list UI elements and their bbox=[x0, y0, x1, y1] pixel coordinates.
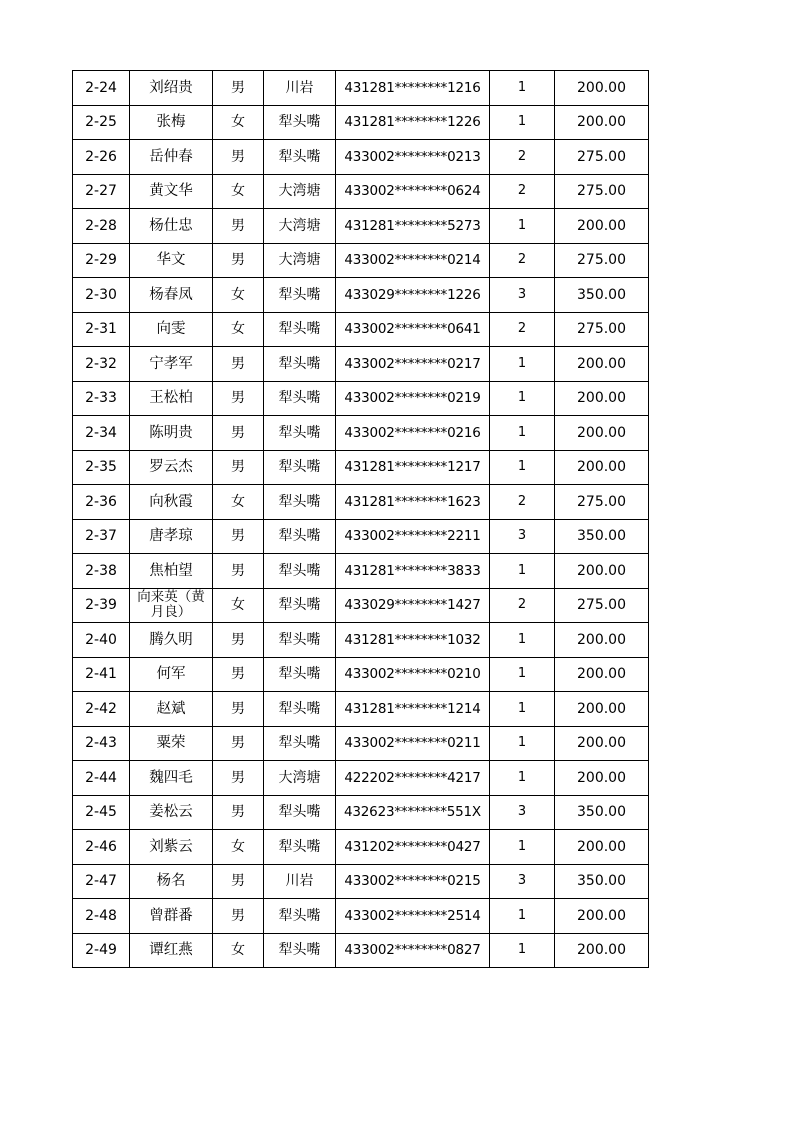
serial-number-cell: 2-38 bbox=[73, 554, 130, 589]
serial-number-cell: 2-25 bbox=[73, 105, 130, 140]
family-members-cell: 1 bbox=[490, 554, 555, 589]
name-cell: 岳仲春 bbox=[130, 140, 213, 175]
id-number-cell: 431202********0427 bbox=[336, 830, 490, 865]
name-cell: 向来英（黄月良） bbox=[130, 588, 213, 623]
name-cell: 曾群番 bbox=[130, 899, 213, 934]
family-members-cell: 1 bbox=[490, 381, 555, 416]
village-cell: 犁头嘴 bbox=[264, 485, 336, 520]
village-cell: 大湾塘 bbox=[264, 761, 336, 796]
name-cell: 刘绍贵 bbox=[130, 71, 213, 106]
family-members-cell: 1 bbox=[490, 450, 555, 485]
gender-cell: 男 bbox=[213, 795, 264, 830]
name-cell: 王松柏 bbox=[130, 381, 213, 416]
id-number-cell: 433002********2514 bbox=[336, 899, 490, 934]
family-members-cell: 2 bbox=[490, 485, 555, 520]
village-cell: 犁头嘴 bbox=[264, 347, 336, 382]
village-cell: 犁头嘴 bbox=[264, 381, 336, 416]
id-number-cell: 433002********0210 bbox=[336, 657, 490, 692]
village-cell: 犁头嘴 bbox=[264, 450, 336, 485]
name-cell: 罗云杰 bbox=[130, 450, 213, 485]
village-cell: 犁头嘴 bbox=[264, 623, 336, 658]
amount-cell: 350.00 bbox=[555, 278, 649, 313]
gender-cell: 男 bbox=[213, 71, 264, 106]
family-members-cell: 2 bbox=[490, 174, 555, 209]
village-cell: 犁头嘴 bbox=[264, 278, 336, 313]
table-row bbox=[73, 105, 649, 140]
family-members-cell: 1 bbox=[490, 105, 555, 140]
family-members-cell: 2 bbox=[490, 140, 555, 175]
serial-number-cell: 2-43 bbox=[73, 726, 130, 761]
family-members-cell: 1 bbox=[490, 830, 555, 865]
amount-cell: 200.00 bbox=[555, 657, 649, 692]
name-cell: 何军 bbox=[130, 657, 213, 692]
table-row bbox=[73, 761, 649, 796]
village-cell: 川岩 bbox=[264, 864, 336, 899]
name-cell: 黄文华 bbox=[130, 174, 213, 209]
amount-cell: 350.00 bbox=[555, 795, 649, 830]
gender-cell: 女 bbox=[213, 312, 264, 347]
village-cell: 犁头嘴 bbox=[264, 830, 336, 865]
village-cell: 犁头嘴 bbox=[264, 140, 336, 175]
serial-number-cell: 2-49 bbox=[73, 933, 130, 968]
family-members-cell: 1 bbox=[490, 623, 555, 658]
serial-number-cell: 2-46 bbox=[73, 830, 130, 865]
name-cell: 赵斌 bbox=[130, 692, 213, 727]
gender-cell: 男 bbox=[213, 243, 264, 278]
amount-cell: 275.00 bbox=[555, 485, 649, 520]
gender-cell: 女 bbox=[213, 105, 264, 140]
table-row bbox=[73, 899, 649, 934]
village-cell: 犁头嘴 bbox=[264, 933, 336, 968]
serial-number-cell: 2-33 bbox=[73, 381, 130, 416]
id-number-cell: 433002********0641 bbox=[336, 312, 490, 347]
id-number-cell: 433002********0211 bbox=[336, 726, 490, 761]
serial-number-cell: 2-31 bbox=[73, 312, 130, 347]
table-row bbox=[73, 588, 649, 623]
amount-cell: 350.00 bbox=[555, 519, 649, 554]
table-row bbox=[73, 140, 649, 175]
village-cell: 大湾塘 bbox=[264, 174, 336, 209]
amount-cell: 200.00 bbox=[555, 933, 649, 968]
gender-cell: 男 bbox=[213, 140, 264, 175]
family-members-cell: 3 bbox=[490, 519, 555, 554]
family-members-cell: 1 bbox=[490, 347, 555, 382]
village-cell: 大湾塘 bbox=[264, 209, 336, 244]
table-row bbox=[73, 692, 649, 727]
serial-number-cell: 2-30 bbox=[73, 278, 130, 313]
serial-number-cell: 2-42 bbox=[73, 692, 130, 727]
amount-cell: 200.00 bbox=[555, 830, 649, 865]
amount-cell: 200.00 bbox=[555, 105, 649, 140]
village-cell: 犁头嘴 bbox=[264, 312, 336, 347]
gender-cell: 男 bbox=[213, 381, 264, 416]
family-members-cell: 3 bbox=[490, 278, 555, 313]
village-cell: 犁头嘴 bbox=[264, 588, 336, 623]
name-cell: 杨名 bbox=[130, 864, 213, 899]
gender-cell: 男 bbox=[213, 209, 264, 244]
family-members-cell: 1 bbox=[490, 933, 555, 968]
name-cell: 华文 bbox=[130, 243, 213, 278]
gender-cell: 女 bbox=[213, 588, 264, 623]
village-cell: 犁头嘴 bbox=[264, 899, 336, 934]
name-cell: 杨仕忠 bbox=[130, 209, 213, 244]
family-members-cell: 1 bbox=[490, 899, 555, 934]
village-cell: 犁头嘴 bbox=[264, 795, 336, 830]
table-row bbox=[73, 623, 649, 658]
serial-number-cell: 2-34 bbox=[73, 416, 130, 451]
name-cell: 杨春凤 bbox=[130, 278, 213, 313]
family-members-cell: 1 bbox=[490, 209, 555, 244]
serial-number-cell: 2-39 bbox=[73, 588, 130, 623]
village-cell: 犁头嘴 bbox=[264, 726, 336, 761]
amount-cell: 200.00 bbox=[555, 726, 649, 761]
village-cell: 犁头嘴 bbox=[264, 416, 336, 451]
gender-cell: 男 bbox=[213, 519, 264, 554]
id-number-cell: 431281********1217 bbox=[336, 450, 490, 485]
id-number-cell: 433002********0624 bbox=[336, 174, 490, 209]
serial-number-cell: 2-35 bbox=[73, 450, 130, 485]
name-cell: 宁孝军 bbox=[130, 347, 213, 382]
table-row bbox=[73, 726, 649, 761]
table-row bbox=[73, 71, 649, 106]
gender-cell: 男 bbox=[213, 450, 264, 485]
id-number-cell: 433002********0215 bbox=[336, 864, 490, 899]
amount-cell: 275.00 bbox=[555, 312, 649, 347]
name-cell: 焦柏望 bbox=[130, 554, 213, 589]
gender-cell: 女 bbox=[213, 485, 264, 520]
id-number-cell: 431281********5273 bbox=[336, 209, 490, 244]
table-row bbox=[73, 347, 649, 382]
table-row bbox=[73, 519, 649, 554]
amount-cell: 200.00 bbox=[555, 692, 649, 727]
gender-cell: 男 bbox=[213, 416, 264, 451]
name-cell: 张梅 bbox=[130, 105, 213, 140]
village-cell: 犁头嘴 bbox=[264, 657, 336, 692]
name-cell: 姜松云 bbox=[130, 795, 213, 830]
id-number-cell: 431281********1032 bbox=[336, 623, 490, 658]
amount-cell: 275.00 bbox=[555, 140, 649, 175]
gender-cell: 男 bbox=[213, 554, 264, 589]
serial-number-cell: 2-27 bbox=[73, 174, 130, 209]
id-number-cell: 433002********0216 bbox=[336, 416, 490, 451]
id-number-cell: 433002********0827 bbox=[336, 933, 490, 968]
amount-cell: 200.00 bbox=[555, 416, 649, 451]
family-members-cell: 2 bbox=[490, 588, 555, 623]
amount-cell: 200.00 bbox=[555, 761, 649, 796]
gender-cell: 男 bbox=[213, 657, 264, 692]
amount-cell: 350.00 bbox=[555, 864, 649, 899]
village-cell: 犁头嘴 bbox=[264, 692, 336, 727]
table-row bbox=[73, 174, 649, 209]
id-number-cell: 433002********2211 bbox=[336, 519, 490, 554]
table-row bbox=[73, 243, 649, 278]
table-row bbox=[73, 416, 649, 451]
amount-cell: 200.00 bbox=[555, 71, 649, 106]
village-cell: 犁头嘴 bbox=[264, 105, 336, 140]
gender-cell: 男 bbox=[213, 347, 264, 382]
table-body bbox=[73, 71, 649, 968]
table-row bbox=[73, 830, 649, 865]
amount-cell: 200.00 bbox=[555, 623, 649, 658]
village-cell: 川岩 bbox=[264, 71, 336, 106]
gender-cell: 男 bbox=[213, 623, 264, 658]
family-members-cell: 2 bbox=[490, 312, 555, 347]
serial-number-cell: 2-44 bbox=[73, 761, 130, 796]
family-members-cell: 3 bbox=[490, 795, 555, 830]
id-number-cell: 431281********1623 bbox=[336, 485, 490, 520]
name-cell: 腾久明 bbox=[130, 623, 213, 658]
serial-number-cell: 2-40 bbox=[73, 623, 130, 658]
id-number-cell: 431281********1214 bbox=[336, 692, 490, 727]
amount-cell: 275.00 bbox=[555, 174, 649, 209]
family-members-cell: 3 bbox=[490, 864, 555, 899]
name-cell: 向雯 bbox=[130, 312, 213, 347]
table-row bbox=[73, 657, 649, 692]
amount-cell: 200.00 bbox=[555, 381, 649, 416]
table-row bbox=[73, 485, 649, 520]
name-cell: 魏四毛 bbox=[130, 761, 213, 796]
id-number-cell: 433029********1427 bbox=[336, 588, 490, 623]
gender-cell: 男 bbox=[213, 726, 264, 761]
gender-cell: 女 bbox=[213, 278, 264, 313]
table-row bbox=[73, 312, 649, 347]
village-cell: 犁头嘴 bbox=[264, 554, 336, 589]
family-members-cell: 2 bbox=[490, 243, 555, 278]
id-number-cell: 433002********0213 bbox=[336, 140, 490, 175]
serial-number-cell: 2-36 bbox=[73, 485, 130, 520]
amount-cell: 200.00 bbox=[555, 209, 649, 244]
amount-cell: 275.00 bbox=[555, 243, 649, 278]
table-row bbox=[73, 450, 649, 485]
table-row bbox=[73, 278, 649, 313]
id-number-cell: 431281********1216 bbox=[336, 71, 490, 106]
amount-cell: 200.00 bbox=[555, 450, 649, 485]
family-members-cell: 1 bbox=[490, 416, 555, 451]
serial-number-cell: 2-47 bbox=[73, 864, 130, 899]
subsidy-roster-table bbox=[72, 70, 649, 968]
gender-cell: 女 bbox=[213, 174, 264, 209]
name-cell: 唐孝琼 bbox=[130, 519, 213, 554]
name-cell: 刘紫云 bbox=[130, 830, 213, 865]
amount-cell: 200.00 bbox=[555, 899, 649, 934]
table-row bbox=[73, 864, 649, 899]
id-number-cell: 433029********1226 bbox=[336, 278, 490, 313]
serial-number-cell: 2-29 bbox=[73, 243, 130, 278]
serial-number-cell: 2-26 bbox=[73, 140, 130, 175]
serial-number-cell: 2-24 bbox=[73, 71, 130, 106]
table-row bbox=[73, 795, 649, 830]
id-number-cell: 433002********0217 bbox=[336, 347, 490, 382]
gender-cell: 女 bbox=[213, 933, 264, 968]
family-members-cell: 1 bbox=[490, 692, 555, 727]
gender-cell: 男 bbox=[213, 761, 264, 796]
table-row bbox=[73, 554, 649, 589]
amount-cell: 200.00 bbox=[555, 554, 649, 589]
name-cell: 谭红燕 bbox=[130, 933, 213, 968]
gender-cell: 男 bbox=[213, 864, 264, 899]
id-number-cell: 431281********3833 bbox=[336, 554, 490, 589]
serial-number-cell: 2-32 bbox=[73, 347, 130, 382]
name-cell: 陈明贵 bbox=[130, 416, 213, 451]
gender-cell: 男 bbox=[213, 692, 264, 727]
serial-number-cell: 2-48 bbox=[73, 899, 130, 934]
table-row bbox=[73, 933, 649, 968]
serial-number-cell: 2-28 bbox=[73, 209, 130, 244]
family-members-cell: 1 bbox=[490, 761, 555, 796]
id-number-cell: 422202********4217 bbox=[336, 761, 490, 796]
family-members-cell: 1 bbox=[490, 726, 555, 761]
serial-number-cell: 2-41 bbox=[73, 657, 130, 692]
serial-number-cell: 2-45 bbox=[73, 795, 130, 830]
id-number-cell: 431281********1226 bbox=[336, 105, 490, 140]
id-number-cell: 433002********0214 bbox=[336, 243, 490, 278]
gender-cell: 男 bbox=[213, 899, 264, 934]
gender-cell: 女 bbox=[213, 830, 264, 865]
name-cell: 向秋霞 bbox=[130, 485, 213, 520]
village-cell: 大湾塘 bbox=[264, 243, 336, 278]
amount-cell: 200.00 bbox=[555, 347, 649, 382]
family-members-cell: 1 bbox=[490, 657, 555, 692]
village-cell: 犁头嘴 bbox=[264, 519, 336, 554]
table-row bbox=[73, 209, 649, 244]
table-row bbox=[73, 381, 649, 416]
family-members-cell: 1 bbox=[490, 71, 555, 106]
name-cell: 粟荣 bbox=[130, 726, 213, 761]
serial-number-cell: 2-37 bbox=[73, 519, 130, 554]
amount-cell: 275.00 bbox=[555, 588, 649, 623]
id-number-cell: 432623********551X bbox=[336, 795, 490, 830]
id-number-cell: 433002********0219 bbox=[336, 381, 490, 416]
